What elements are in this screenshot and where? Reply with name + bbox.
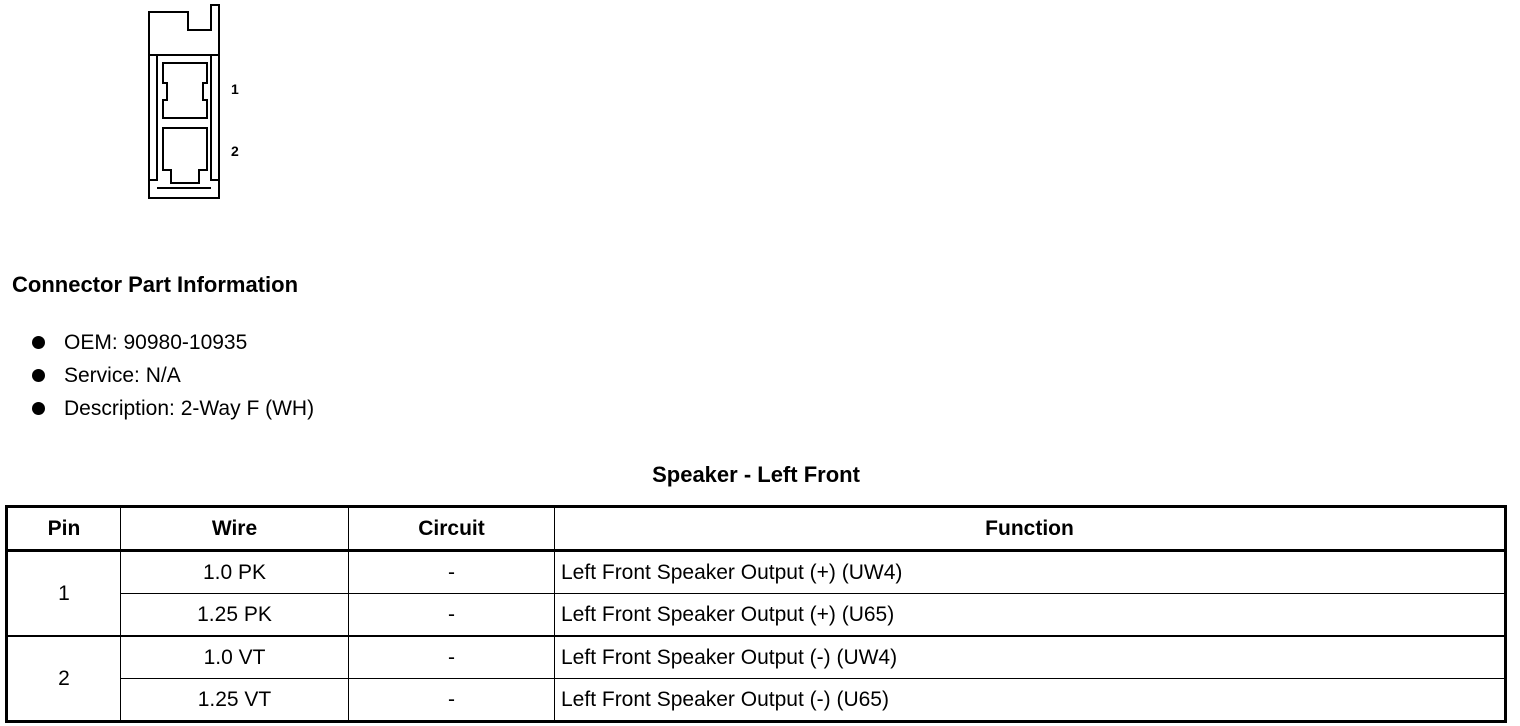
bullet-icon xyxy=(32,369,45,382)
wire-cell: 1.0 VT xyxy=(121,636,349,679)
function-cell: Left Front Speaker Output (-) (U65) xyxy=(555,679,1506,722)
table-header-row xyxy=(7,507,1506,551)
table-row xyxy=(7,594,1506,637)
circuit-cell: - xyxy=(349,679,555,722)
bullet-icon xyxy=(32,402,45,415)
pinout-table xyxy=(5,505,1507,723)
list-item xyxy=(30,326,314,359)
circuit-cell: - xyxy=(349,594,555,637)
service-info: Service: N/A xyxy=(64,363,181,387)
header-pin: Pin xyxy=(7,507,121,551)
table-title: Speaker - Left Front xyxy=(652,462,860,487)
section-heading: Connector Part Information xyxy=(12,272,299,297)
pin-label-2: 2 xyxy=(231,143,239,159)
list-item xyxy=(30,359,314,392)
wire-cell: 1.25 VT xyxy=(121,679,349,722)
oem-info: OEM: 90980-10935 xyxy=(64,330,248,354)
description-info: Description: 2-Way F (WH) xyxy=(64,396,315,420)
table-row xyxy=(7,679,1506,722)
circuit-cell: - xyxy=(349,636,555,679)
pin-cell: 1 xyxy=(7,551,121,637)
pin-cell: 2 xyxy=(7,636,121,722)
table-row xyxy=(7,636,1506,679)
function-cell: Left Front Speaker Output (-) (UW4) xyxy=(555,636,1506,679)
header-wire: Wire xyxy=(121,507,349,551)
pin-label-1: 1 xyxy=(231,81,239,97)
wire-cell: 1.25 PK xyxy=(121,594,349,637)
part-info-list xyxy=(30,326,314,425)
header-function: Function xyxy=(555,507,1506,551)
connector-face-diagram xyxy=(130,0,260,205)
bullet-icon xyxy=(32,336,45,349)
table-row xyxy=(7,551,1506,594)
function-cell: Left Front Speaker Output (+) (U65) xyxy=(555,594,1506,637)
circuit-cell: - xyxy=(349,551,555,594)
wire-cell: 1.0 PK xyxy=(121,551,349,594)
function-cell: Left Front Speaker Output (+) (UW4) xyxy=(555,551,1506,594)
header-circuit: Circuit xyxy=(349,507,555,551)
list-item xyxy=(30,392,314,425)
